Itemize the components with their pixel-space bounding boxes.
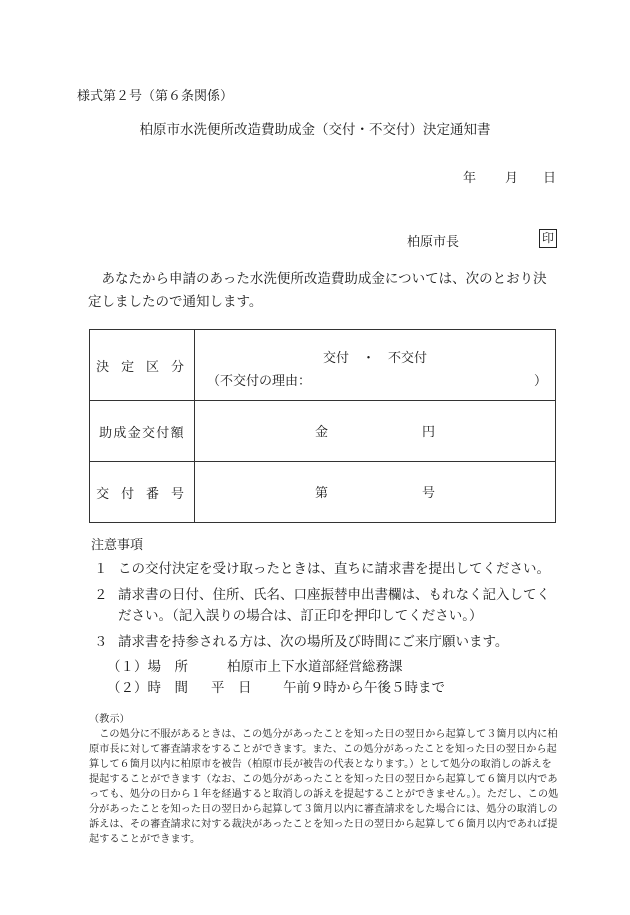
note-number: ３ — [94, 634, 108, 650]
intro-paragraph: あなたから申請のあった水洗便所改造費助成金については、次のとおり決定しましたので通知します。 — [88, 271, 547, 310]
time-value: 午前９時から午後５時まで — [283, 680, 445, 696]
time-label: （２）時 間 — [107, 680, 188, 696]
time-days: 平 日 — [211, 680, 252, 696]
issuer-name: 柏原市長 — [407, 235, 460, 250]
grant-amount-value — [195, 401, 556, 462]
table-row-decision — [90, 330, 556, 401]
decision-category-value — [195, 330, 556, 401]
place-value: 柏原市上下水道部経営総務課 — [227, 659, 403, 675]
decision-category-label: 決 定 区 分 — [90, 330, 195, 401]
refusal-reason-open: （不交付の理由： — [207, 374, 312, 389]
note-item — [94, 559, 559, 580]
note-item — [94, 585, 559, 627]
date-month-label: 月 — [505, 171, 519, 186]
notes-heading: 注意事項 — [91, 538, 144, 553]
number-prefix: 第 — [315, 486, 329, 501]
refusal-reason-close: ） — [533, 374, 547, 389]
table-row-number — [90, 462, 556, 523]
table-row-amount — [90, 401, 556, 462]
appeal-notice-title: （教示） — [89, 714, 130, 725]
grant-number-value — [195, 462, 556, 523]
date-year-label: 年 — [463, 171, 477, 186]
refusal-reason — [195, 366, 555, 389]
note-text: 請求書の日付、住所、氏名、口座振替申出書欄は、もれなく記入してください。（記入誤りの場合は、訂正印を押印してください。） — [118, 587, 550, 624]
grant-options: 交付 ・ 不交付 — [322, 351, 427, 366]
amount-suffix: 円 — [422, 425, 436, 440]
decision-table — [89, 329, 556, 523]
note-item — [94, 632, 559, 653]
note-text: 請求書を持参される方は、次の場所及び時間にご来庁願います。 — [118, 634, 509, 650]
date-day-label: 日 — [543, 171, 557, 186]
note-number: ２ — [94, 587, 108, 603]
amount-prefix: 金 — [315, 425, 329, 440]
place-label: （１）場 所 — [107, 659, 188, 675]
grant-number-label: 交 付 番 号 — [90, 462, 195, 523]
appeal-notice — [89, 712, 559, 847]
number-suffix: 号 — [422, 486, 436, 501]
document-title: 柏原市水洗便所改造費助成金（交付・不交付）決定通知書 — [139, 122, 491, 138]
grant-amount-label: 助成金交付額 — [90, 401, 195, 462]
form-number: 様式第２号（第６条関係） — [77, 89, 234, 104]
note-text: この交付決定を受け取ったときは、直ちに請求書を提出してください。 — [118, 561, 550, 577]
note-number: １ — [94, 561, 108, 577]
appeal-notice-body: この処分に不服があるときは、この処分があったことを知った日の翌日から起算して３箇月以内に柏原市長に対して審査請求をすることができます。また、この処分があったことを知った日の翌日から起算して６箇月以内に柏原市を被告（柏原市長が被告の代表となります。）として処分の取消しの訴えを提起することができます（なお、この処分があったことを知った日の翌日から起算して６箇月以内であっても、処分の日から１年を経過すると取消しの訴えを提起することができません。）。ただし、この処分があったことを知った日の翌日から起算して３箇月以内に審査請求をした場合には、処分の取消しの訴えは、その審査請求に対する裁決があったことを知った日の翌日から起算して６箇月以内であれば提起することができます。 — [89, 729, 559, 845]
seal-mark: 印 — [539, 229, 557, 248]
